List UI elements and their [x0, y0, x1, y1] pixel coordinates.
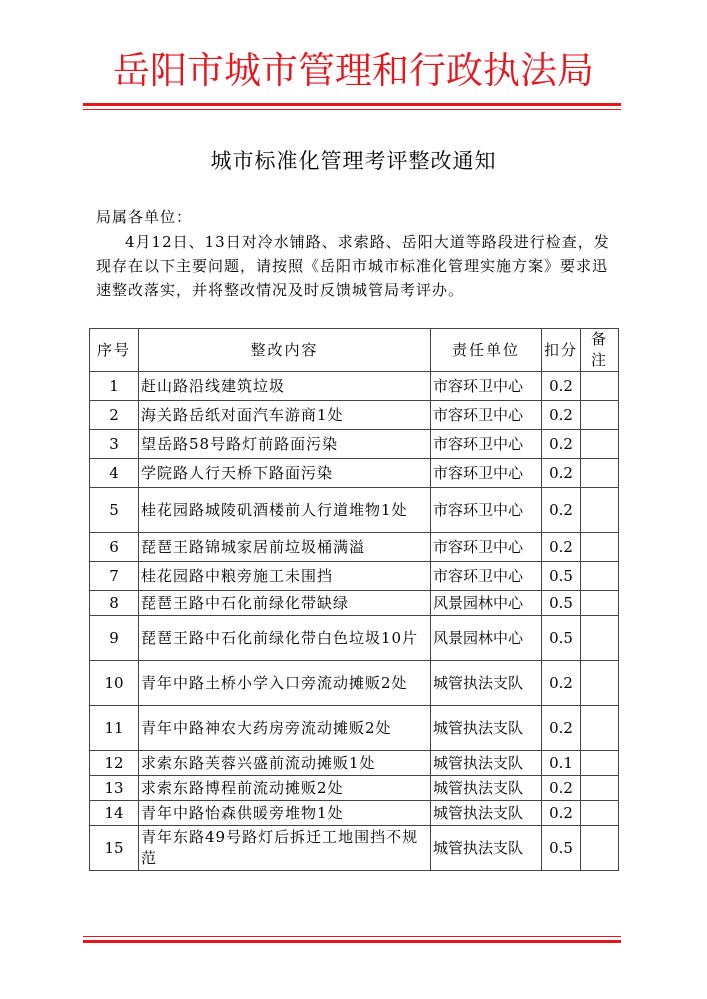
row-no: 8 [90, 591, 139, 616]
row-unit: 城管执法支队 [431, 776, 542, 801]
row-no: 2 [90, 401, 139, 430]
header-unit: 责任单位 [431, 329, 542, 372]
row-no: 6 [90, 533, 139, 562]
salutation: 局属各单位： [96, 208, 193, 226]
table-row [90, 776, 619, 801]
row-note [581, 801, 619, 826]
row-unit: 风景园林中心 [431, 616, 542, 661]
row-content: 青年中路怡森供暖旁堆物1处 [139, 801, 431, 826]
table-row [90, 661, 619, 706]
footer-rule-thin [83, 936, 621, 937]
row-unit: 城管执法支队 [431, 706, 542, 751]
row-score: 0.2 [542, 801, 581, 826]
row-unit: 风景园林中心 [431, 591, 542, 616]
header-score: 扣分 [542, 329, 581, 372]
row-no: 9 [90, 616, 139, 661]
row-score: 0.2 [542, 372, 581, 401]
row-score: 0.2 [542, 533, 581, 562]
notice-title: 城市标准化管理考评整改通知 [210, 149, 497, 173]
row-content: 海关路岳纸对面汽车游商1处 [139, 401, 431, 430]
row-no: 4 [90, 459, 139, 488]
table-row [90, 459, 619, 488]
row-unit: 市容环卫中心 [431, 459, 542, 488]
row-score: 0.2 [542, 401, 581, 430]
header-rule-thick [83, 103, 621, 106]
row-note [581, 661, 619, 706]
row-note [581, 751, 619, 776]
table-row [90, 616, 619, 661]
row-score: 0.2 [542, 706, 581, 751]
footer-rule-thick [83, 940, 621, 943]
table-row [90, 372, 619, 401]
row-unit: 市容环卫中心 [431, 488, 542, 533]
row-no: 5 [90, 488, 139, 533]
row-unit: 城管执法支队 [431, 801, 542, 826]
row-note [581, 430, 619, 459]
row-no: 15 [90, 826, 139, 871]
row-score: 0.5 [542, 616, 581, 661]
notice-body: 4月12日、13日对冷水铺路、求索路、岳阳大道等路段进行检查，发现存在以下主要问题，请按照《岳阳市城市标准化管理实施方案》要求迅速整改落实，并将整改情况及时反馈城管局考评办。 [96, 233, 610, 299]
row-content: 琵琶王路中石化前绿化带白色垃圾10片 [139, 616, 431, 661]
row-content: 赶山路沿线建筑垃圾 [139, 372, 431, 401]
row-note [581, 459, 619, 488]
table-row [90, 401, 619, 430]
row-content: 桂花园路中粮旁施工未围挡 [139, 562, 431, 591]
table-row [90, 826, 619, 871]
row-score: 0.5 [542, 826, 581, 871]
row-note [581, 706, 619, 751]
table-row [90, 751, 619, 776]
table-row [90, 430, 619, 459]
row-score: 0.5 [542, 562, 581, 591]
table-row [90, 533, 619, 562]
row-no: 10 [90, 661, 139, 706]
rectification-table [89, 328, 619, 871]
row-no: 1 [90, 372, 139, 401]
row-score: 0.2 [542, 661, 581, 706]
row-no: 7 [90, 562, 139, 591]
row-no: 14 [90, 801, 139, 826]
row-content: 学院路人行天桥下路面污染 [139, 459, 431, 488]
row-no: 12 [90, 751, 139, 776]
row-note [581, 776, 619, 801]
table-row [90, 591, 619, 616]
row-content: 青年中路土桥小学入口旁流动摊贩2处 [139, 661, 431, 706]
header-no: 序号 [90, 329, 139, 372]
row-unit: 市容环卫中心 [431, 401, 542, 430]
table-row [90, 706, 619, 751]
row-note [581, 372, 619, 401]
row-unit: 市容环卫中心 [431, 372, 542, 401]
row-score: 0.5 [542, 591, 581, 616]
header-rule-thin [83, 109, 621, 110]
table-header-row [90, 329, 619, 372]
row-unit: 市容环卫中心 [431, 533, 542, 562]
row-score: 0.2 [542, 459, 581, 488]
row-no: 3 [90, 430, 139, 459]
row-unit: 市容环卫中心 [431, 430, 542, 459]
row-note [581, 826, 619, 871]
table-row [90, 488, 619, 533]
row-content: 琵琶王路中石化前绿化带缺绿 [139, 591, 431, 616]
row-score: 0.1 [542, 751, 581, 776]
row-unit: 城管执法支队 [431, 661, 542, 706]
row-content: 青年中路神农大药房旁流动摊贩2处 [139, 706, 431, 751]
row-note [581, 591, 619, 616]
row-content: 求索东路芙蓉兴盛前流动摊贩1处 [139, 751, 431, 776]
row-note [581, 533, 619, 562]
row-no: 11 [90, 706, 139, 751]
row-note [581, 488, 619, 533]
row-unit: 城管执法支队 [431, 826, 542, 871]
row-score: 0.2 [542, 776, 581, 801]
row-content: 望岳路58号路灯前路面污染 [139, 430, 431, 459]
table-row [90, 801, 619, 826]
row-score: 0.2 [542, 488, 581, 533]
row-score: 0.2 [542, 430, 581, 459]
row-unit: 市容环卫中心 [431, 562, 542, 591]
row-content: 青年东路49号路灯后拆迁工地围挡不规范 [139, 826, 431, 871]
org-header-title: 岳阳市城市管理和行政执法局 [113, 49, 594, 92]
row-note [581, 616, 619, 661]
header-content: 整改内容 [139, 329, 431, 372]
row-unit: 城管执法支队 [431, 751, 542, 776]
row-content: 桂花园路城陵矶酒楼前人行道堆物1处 [139, 488, 431, 533]
row-content: 求索东路博程前流动摊贩2处 [139, 776, 431, 801]
row-note [581, 562, 619, 591]
row-content: 琵琶王路锦城家居前垃圾桶满溢 [139, 533, 431, 562]
table-row [90, 562, 619, 591]
header-note: 备注 [581, 329, 619, 372]
row-note [581, 401, 619, 430]
row-no: 13 [90, 776, 139, 801]
